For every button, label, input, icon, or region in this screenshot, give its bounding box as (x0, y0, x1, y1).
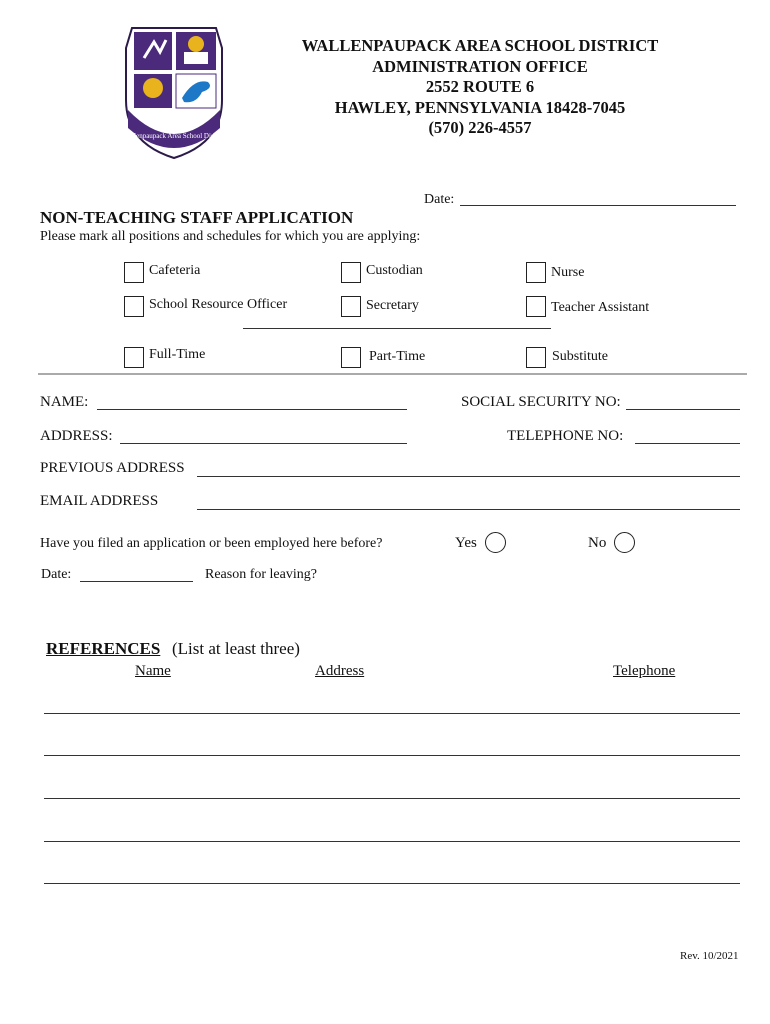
nurse-label: Nurse (551, 265, 585, 280)
address-field[interactable] (120, 443, 407, 444)
no-radio[interactable] (614, 532, 635, 553)
school-resource-officer-label: School Resource Officer (149, 297, 288, 312)
part-time-checkbox[interactable] (341, 347, 361, 368)
form-title: NON-TEACHING STAFF APPLICATION (40, 208, 354, 227)
full-time-label: Full-Time (149, 347, 206, 362)
custodian-checkbox[interactable] (341, 262, 361, 283)
address-label: ADDRESS: (40, 428, 113, 444)
cafeteria-checkbox[interactable] (124, 262, 144, 283)
position-divider (243, 328, 551, 329)
school-district-seal (104, 18, 244, 168)
cafeteria-label: Cafeteria (149, 263, 201, 278)
no-label: No (588, 535, 607, 551)
ssn-label: SOCIAL SECURITY NO: (461, 394, 621, 410)
email-field[interactable] (197, 509, 740, 510)
teacher-assistant-label: Teacher Assistant (551, 300, 650, 315)
reference-line[interactable] (44, 841, 740, 842)
references-col-address: Address (315, 663, 365, 679)
svg-text:Wallenpaupack Area School Dist: Wallenpaupack Area School District (123, 132, 225, 140)
custodian-label: Custodian (366, 263, 423, 278)
prior-date-label: Date: (41, 567, 72, 582)
revision-note: Rev. 10/2021 (680, 950, 739, 962)
references-heading: REFERENCES (46, 639, 161, 658)
district-header (260, 36, 700, 139)
full-time-checkbox[interactable] (124, 347, 144, 368)
reason-for-leaving-label: Reason for leaving? (205, 567, 317, 582)
reference-line[interactable] (44, 713, 740, 714)
prior-application-question: Have you filed an application or been employed here before? (40, 536, 383, 551)
previous-address-field[interactable] (197, 476, 740, 477)
yes-radio[interactable] (485, 532, 506, 553)
date-label: Date: (424, 192, 455, 207)
nurse-checkbox[interactable] (526, 262, 546, 283)
references-col-telephone: Telephone (613, 663, 676, 679)
prior-date-field[interactable] (80, 581, 193, 582)
reference-line[interactable] (44, 755, 740, 756)
telephone-field[interactable] (635, 443, 740, 444)
yes-label: Yes (455, 535, 477, 551)
references-note: (List at least three) (172, 639, 300, 658)
office-phone: (570) 226-4557 (428, 118, 532, 137)
ssn-field[interactable] (626, 409, 740, 410)
substitute-checkbox[interactable] (526, 347, 546, 368)
teacher-assistant-checkbox[interactable] (526, 296, 546, 317)
school-resource-officer-checkbox[interactable] (124, 296, 144, 317)
section-divider (38, 373, 747, 375)
telephone-label: TELEPHONE NO: (507, 428, 624, 444)
reference-line[interactable] (44, 883, 740, 884)
office-name: ADMINISTRATION OFFICE (372, 56, 588, 76)
email-label: EMAIL ADDRESS (40, 493, 159, 509)
secretary-label: Secretary (366, 298, 419, 313)
secretary-checkbox[interactable] (341, 296, 361, 317)
street-address: 2552 ROUTE 6 (425, 77, 535, 96)
form-instruction: Please mark all positions and schedules for which you are applying: (40, 229, 421, 244)
city-state-zip: HAWLEY, PENNSYLVANIA 18428-7045 (334, 97, 626, 117)
substitute-label: Substitute (552, 349, 609, 364)
date-field[interactable] (460, 205, 736, 206)
part-time-label: Part-Time (369, 349, 426, 364)
previous-address-label: PREVIOUS ADDRESS (40, 460, 185, 476)
district-name: WALLENPAUPACK AREA SCHOOL DISTRICT (301, 36, 659, 55)
reference-line[interactable] (44, 798, 740, 799)
references-col-name: Name (135, 663, 171, 679)
name-field[interactable] (97, 409, 407, 410)
name-label: NAME: (40, 394, 89, 410)
